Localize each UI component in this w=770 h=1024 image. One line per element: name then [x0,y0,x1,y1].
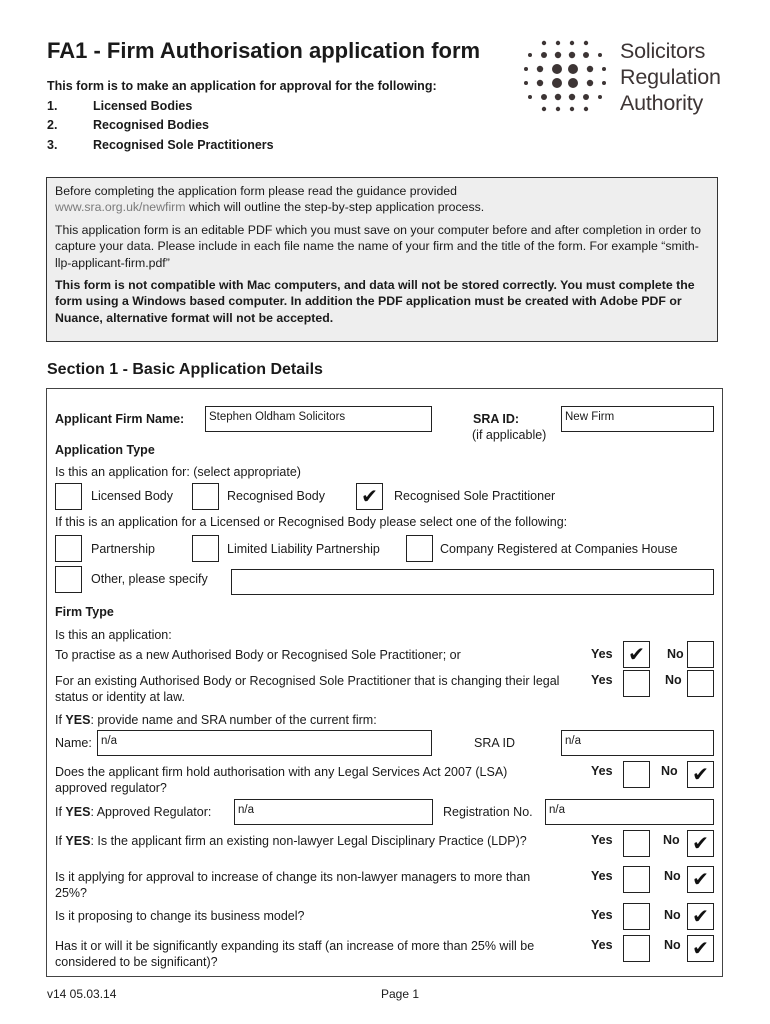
page-number: Page 1 [381,987,420,1001]
firm-name-label: Applicant Firm Name: [55,412,185,426]
logo-dot [570,107,574,111]
logo-dot [584,41,588,45]
logo-dot [556,107,560,111]
logo-dot [541,94,547,100]
q3-yes-checkbox[interactable] [623,761,650,788]
llp-label: Limited Liability Partnership [227,542,380,556]
other-label: Other, please specify [91,572,208,586]
recognised-body-checkbox[interactable] [192,483,219,510]
current-firm-name-input[interactable]: n/a [97,730,432,756]
editable-pdf-note: This application form is an editable PDF which you must save on your computer before and after completion in order to capture your data. Please include in each file name the name of your firm and the title of the form. For example “smith-llp-applicant-firm.pdf” [55,222,701,270]
registration-label: Registration No. [443,805,533,819]
logo-dot [542,107,546,111]
no-label: No [665,673,682,687]
sra-id-input[interactable]: New Firm [561,406,714,432]
logo-dot [569,52,575,58]
section-title: Section 1 - Basic Application Details [47,361,323,378]
q4-no-checkbox[interactable] [687,830,714,857]
logo-dot [537,80,543,86]
no-label: No [664,869,681,883]
other-specify-input[interactable] [231,569,714,595]
recognised-sole-practitioner-label: Recognised Sole Practitioner [394,489,556,503]
q3-no-checkbox[interactable] [687,761,714,788]
q7-no-checkbox[interactable] [687,935,714,962]
recognised-sole-practitioner-checkbox[interactable] [356,483,383,510]
current-firm-prompt: If YES: provide name and SRA number of the current firm: [55,713,377,727]
logo-dot [552,78,562,88]
logo-dot [555,52,561,58]
checkmark-icon: ✔ [692,937,709,960]
logo-dot [568,64,578,74]
compatibility-warning: This form is not compatible with Mac computers, and data will not be stored correctly. You must complete the form using a Windows based computer. In addition the PDF application must be created with Adobe PDF or Nuance, alternative format will not be accepted. [55,278,695,325]
intro-text: This form is to make an application for approval for the following: [47,79,437,93]
logo-dot [569,94,575,100]
yes-label: Yes [591,673,613,687]
q6-yes-checkbox[interactable] [623,903,650,930]
logo-dot [568,78,578,88]
no-label: No [661,764,678,778]
checkmark-icon: ✔ [692,905,709,928]
other-checkbox[interactable] [55,566,82,593]
application-type-question: Is this an application for: (select appropriate) [55,465,301,479]
licensed-body-checkbox[interactable] [55,483,82,510]
yes-label: Yes [591,833,613,847]
q1-no-checkbox[interactable] [687,641,714,668]
q7-yes-checkbox[interactable] [623,935,650,962]
sra-id2-label: SRA ID [474,736,515,750]
q2-no-checkbox[interactable] [687,670,714,697]
yes-label: Yes [591,764,613,778]
question-new-body: To practise as a new Authorised Body or Recognised Sole Practitioner; or [55,648,461,662]
registration-number-input[interactable]: n/a [545,799,714,825]
logo-dot [555,94,561,100]
yes-label: Yes [591,938,613,952]
logo-dot [602,67,606,71]
company-label: Company Registered at Companies House [440,542,678,556]
logo-dot [537,66,543,72]
logo-dot [528,95,532,99]
logo-dot [541,52,547,58]
q5-no-checkbox[interactable] [687,866,714,893]
q4-yes-checkbox[interactable] [623,830,650,857]
checkmark-icon: ✔ [628,643,645,666]
question-business-model: Is it proposing to change its business model? [55,909,305,923]
logo-dot [598,95,602,99]
checkmark-icon: ✔ [692,763,709,786]
partnership-checkbox[interactable] [55,535,82,562]
dot-pattern-icon [522,38,612,118]
logo-dot [584,107,588,111]
company-checkbox[interactable] [406,535,433,562]
version-label: v14 05.03.14 [47,987,117,1001]
logo-dot [524,81,528,85]
application-type-heading: Application Type [55,443,155,457]
licensed-body-label: Licensed Body [91,489,174,503]
no-label: No [667,647,684,661]
guidance-notice: Before completing the application form please read the guidance provided www.sra.org.uk/newfirm which will outline the step-by-step application process. This application form is an editable PDF which you must save on your computer before and after completion in order to capture your data. Please include in each file name the name of your firm and the title of the form. For example “smith-llp-applicant-firm.pdf” This form is not compatible with Mac computers, and data will not be stored correctly. You must complete the form using a Windows based computer. In addition the PDF application must be created with Adobe PDF or Nuance, alternative format will not be accepted. [46,177,718,342]
checkmark-icon: ✔ [692,868,709,891]
logo-dot [542,41,546,45]
form-title: FA1 - Firm Authorisation application form [47,38,481,63]
q5-yes-checkbox[interactable] [623,866,650,893]
firm-type-question: Is this an application: [55,628,172,642]
no-label: No [664,938,681,952]
recognised-body-label: Recognised Body [227,489,325,503]
question-ldp: If YES: Is the applicant firm an existing non-lawyer Legal Disciplinary Practice (LDP)? [55,834,527,848]
intro-list-item: 2. Recognised Bodies [47,118,209,132]
logo-dot [587,80,593,86]
question-non-lawyer-managers: Is it applying for approval to increase of change its non-lawyer managers to more than 25%? [55,870,531,900]
question-existing-body: For an existing Authorised Body or Recognised Sole Practitioner that is changing their legal status or identity at law. [55,674,560,704]
logo-dot [570,41,574,45]
regulator-label: If YES: Approved Regulator: [55,805,212,819]
yes-label: Yes [591,869,613,883]
logo-dot [583,52,589,58]
logo-dot [583,94,589,100]
sra-id-sublabel: (if applicable) [472,428,547,442]
intro-block [47,77,437,155]
intro-list-item: 1. Licensed Bodies [47,98,193,113]
q1-yes-checkbox[interactable] [623,641,650,668]
q2-yes-checkbox[interactable] [623,670,650,697]
guidance-link[interactable]: www.sra.org.uk/newfirm [55,200,186,215]
logo-dot [552,64,562,74]
q6-no-checkbox[interactable] [687,903,714,930]
partnership-label: Partnership [91,542,155,556]
logo-text: Solicitors Regulation Authority [620,39,721,115]
yes-label: Yes [591,647,613,661]
question-lsa-authorisation: Does the applicant firm hold authorisation with any Legal Services Act 2007 (LSA) approved regulator? [55,765,508,795]
checkmark-icon: ✔ [361,485,378,508]
current-firm-sra-id-input[interactable]: n/a [561,730,714,756]
logo-dot [598,53,602,57]
sra-id-label: SRA ID: [473,412,520,426]
firm-name-input[interactable]: Stephen Oldham Solicitors [205,406,432,432]
logo-dot [528,53,532,57]
checkmark-icon: ✔ [692,832,709,855]
question-staff-expansion: Has it or will it be significantly expanding its staff (an increase of more than 25% will be considered to be significant)? [55,939,535,969]
sra-logo [522,38,732,118]
logo-dot [602,81,606,85]
llp-checkbox[interactable] [192,535,219,562]
intro-list-item: 3. Recognised Sole Practitioners [47,137,274,152]
no-label: No [663,833,680,847]
name-label: Name: [55,736,92,750]
approved-regulator-input[interactable]: n/a [234,799,433,825]
no-label: No [664,908,681,922]
body-type-question: If this is an application for a Licensed or Recognised Body please select one of the following: [55,515,568,529]
logo-dot [524,67,528,71]
logo-dot [587,66,593,72]
yes-label: Yes [591,908,613,922]
firm-type-heading: Firm Type [55,605,114,619]
logo-dot [556,41,560,45]
